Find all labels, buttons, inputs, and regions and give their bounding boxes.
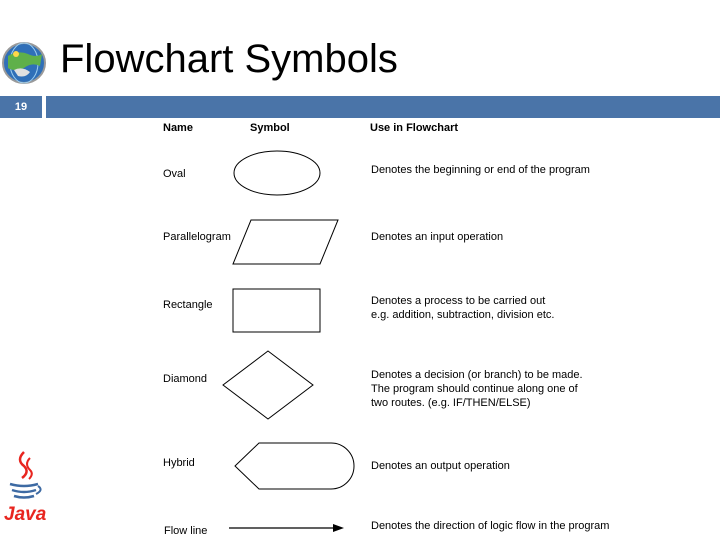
row-name-oval: Oval bbox=[163, 168, 186, 180]
slide-number: 19 bbox=[14, 101, 28, 113]
row-name-flowline: Flow line bbox=[164, 525, 208, 537]
header-use: Use in Flowchart bbox=[370, 122, 459, 134]
row-use-rectangle-1: Denotes a process to be carried out bbox=[371, 295, 546, 307]
hybrid-symbol-icon bbox=[235, 443, 354, 489]
header-name: Name bbox=[163, 122, 193, 134]
row-name-diamond: Diamond bbox=[163, 373, 208, 385]
rectangle-symbol-icon bbox=[233, 289, 320, 332]
header-symbol: Symbol bbox=[250, 122, 290, 134]
row-name-parallelogram: Parallelogram bbox=[163, 231, 231, 243]
parallelogram-symbol-icon bbox=[233, 220, 338, 264]
arrow-symbol-icon bbox=[229, 524, 344, 532]
oval-symbol-icon bbox=[234, 151, 320, 195]
row-name-rectangle: Rectangle bbox=[163, 299, 213, 311]
row-use-diamond-2: The program should continue along one of bbox=[371, 383, 578, 395]
row-use-parallelogram: Denotes an input operation bbox=[371, 231, 504, 243]
page-title: Flowchart Symbols bbox=[60, 37, 398, 81]
row-use-hybrid: Denotes an output operation bbox=[371, 460, 510, 472]
row-use-diamond-3: two routes. (e.g. IF/THEN/ELSE) bbox=[371, 397, 531, 409]
row-use-diamond-1: Denotes a decision (or branch) to be made. bbox=[371, 369, 583, 381]
row-name-hybrid: Hybrid bbox=[163, 457, 195, 469]
java-wordmark: Java bbox=[4, 504, 47, 525]
row-use-oval: Denotes the beginning or end of the program bbox=[371, 164, 590, 176]
row-use-flowline: Denotes the direction of logic flow in the program bbox=[371, 520, 610, 532]
row-use-rectangle-2: e.g. addition, subtraction, division etc. bbox=[371, 309, 555, 321]
diamond-symbol-icon bbox=[223, 351, 313, 419]
